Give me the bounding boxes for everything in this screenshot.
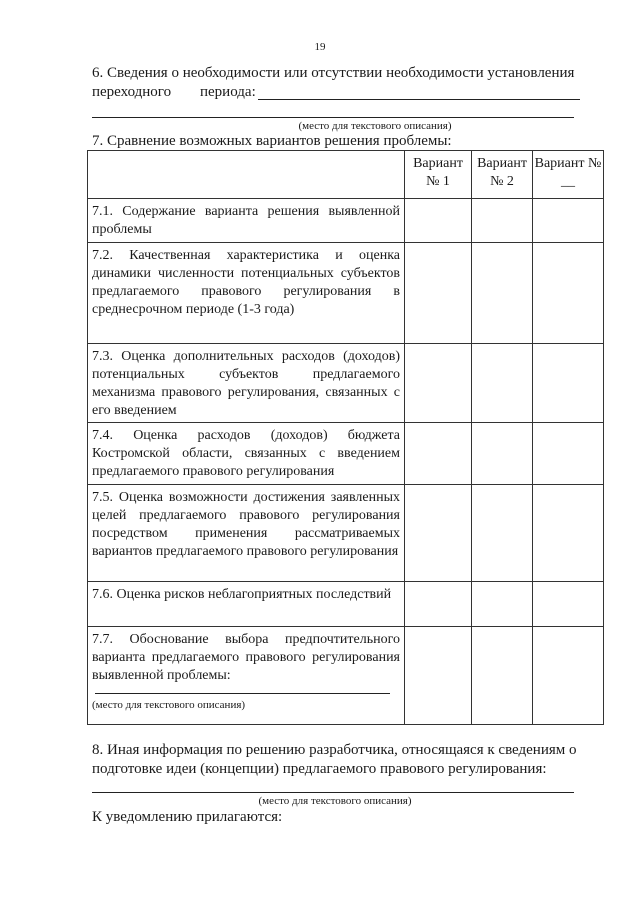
table-row (88, 199, 604, 243)
header-variant-2: Вариант № 2 (472, 151, 533, 199)
cell-7-5-v2[interactable] (472, 485, 533, 582)
cell-7-3-v2[interactable] (472, 344, 533, 423)
cell-7-1-v2[interactable] (472, 199, 533, 243)
comparison-table (87, 150, 604, 725)
cell-7-4-v2[interactable] (472, 423, 533, 485)
section6-word-period: периода: (200, 84, 256, 100)
row-label-7-1: 7.1. Содержание варианта решения выявленной проблемы (88, 199, 405, 243)
section6-line1: 6. Сведения о необходимости или отсутствии необходимости установления (92, 65, 575, 81)
row-label-7-2: 7.2. Качественная характеристика и оценка динамики численности потенциальных субъектов предлагаемого правового регулирования в среднесрочном периоде (1-3 года) (88, 243, 405, 344)
table-row (88, 627, 604, 725)
cell-7-3-v1[interactable] (405, 344, 472, 423)
cell-7-5-v1[interactable] (405, 485, 472, 582)
header-empty-cell (88, 151, 405, 199)
table-header-row (88, 151, 604, 199)
cell-7-6-v2[interactable] (472, 582, 533, 627)
cell-7-1-vn[interactable] (533, 199, 604, 243)
row-7-7-fill-line (95, 685, 390, 694)
cell-7-4-vn[interactable] (533, 423, 604, 485)
row-7-7-caption: (место для текстового описания) (92, 699, 246, 711)
section8-line1: 8. Иная информация по решению разработчика, относящаяся к сведениям о (92, 742, 577, 758)
table-row (88, 344, 604, 423)
row-cell-7-7 (88, 627, 405, 725)
cell-7-7-v2[interactable] (472, 627, 533, 725)
cell-7-2-v1[interactable] (405, 243, 472, 344)
cell-7-6-v1[interactable] (405, 582, 472, 627)
row-label-7-5: 7.5. Оценка возможности достижения заявленных целей предлагаемого правового регулирования посредством применения рассматриваемых вариантов предлагаемого правового регулирования (88, 485, 405, 582)
row-label-7-4: 7.4. Оценка расходов (доходов) бюджета Костромской области, связанных с введением предлагаемого правового регулирования (88, 423, 405, 485)
cell-7-7-v1[interactable] (405, 627, 472, 725)
cell-7-7-vn[interactable] (533, 627, 604, 725)
section7-title: 7. Сравнение возможных вариантов решения проблемы: (92, 133, 452, 149)
section8-caption: (место для текстового описания) (258, 795, 412, 807)
section6-caption: (место для текстового описания) (298, 120, 452, 132)
cell-7-2-v2[interactable] (472, 243, 533, 344)
section8-fill-line (92, 792, 574, 793)
attachments-label: К уведомлению прилагаются: (92, 809, 283, 825)
cell-7-4-v1[interactable] (405, 423, 472, 485)
cell-7-5-vn[interactable] (533, 485, 604, 582)
table-row (88, 423, 604, 485)
header-variant-n: Вариант № __ (533, 151, 604, 199)
section6-word-transition: переходного (92, 84, 172, 100)
cell-7-1-v1[interactable] (405, 199, 472, 243)
row-label-7-7: 7.7. Обоснование выбора предпочтительного варианта предлагаемого правового регулирования выявленной проблемы: (92, 632, 400, 683)
page-number: 19 (314, 41, 326, 53)
section6-fill-line (258, 99, 580, 100)
table-row (88, 243, 604, 344)
cell-7-3-vn[interactable] (533, 344, 604, 423)
table-row (88, 582, 604, 627)
row-label-7-6: 7.6. Оценка рисков неблагоприятных последствий (88, 582, 405, 627)
cell-7-2-vn[interactable] (533, 243, 604, 344)
cell-7-6-vn[interactable] (533, 582, 604, 627)
table-row (88, 485, 604, 582)
section8-line2: подготовке идеи (концепции) предлагаемого правового регулирования: (92, 761, 547, 777)
row-label-7-3: 7.3. Оценка дополнительных расходов (доходов) потенциальных субъектов предлагаемого механизма правового регулирования, связанных с его введением (88, 344, 405, 423)
section6-fill-line-2 (92, 117, 574, 118)
header-variant-1: Вариант № 1 (405, 151, 472, 199)
